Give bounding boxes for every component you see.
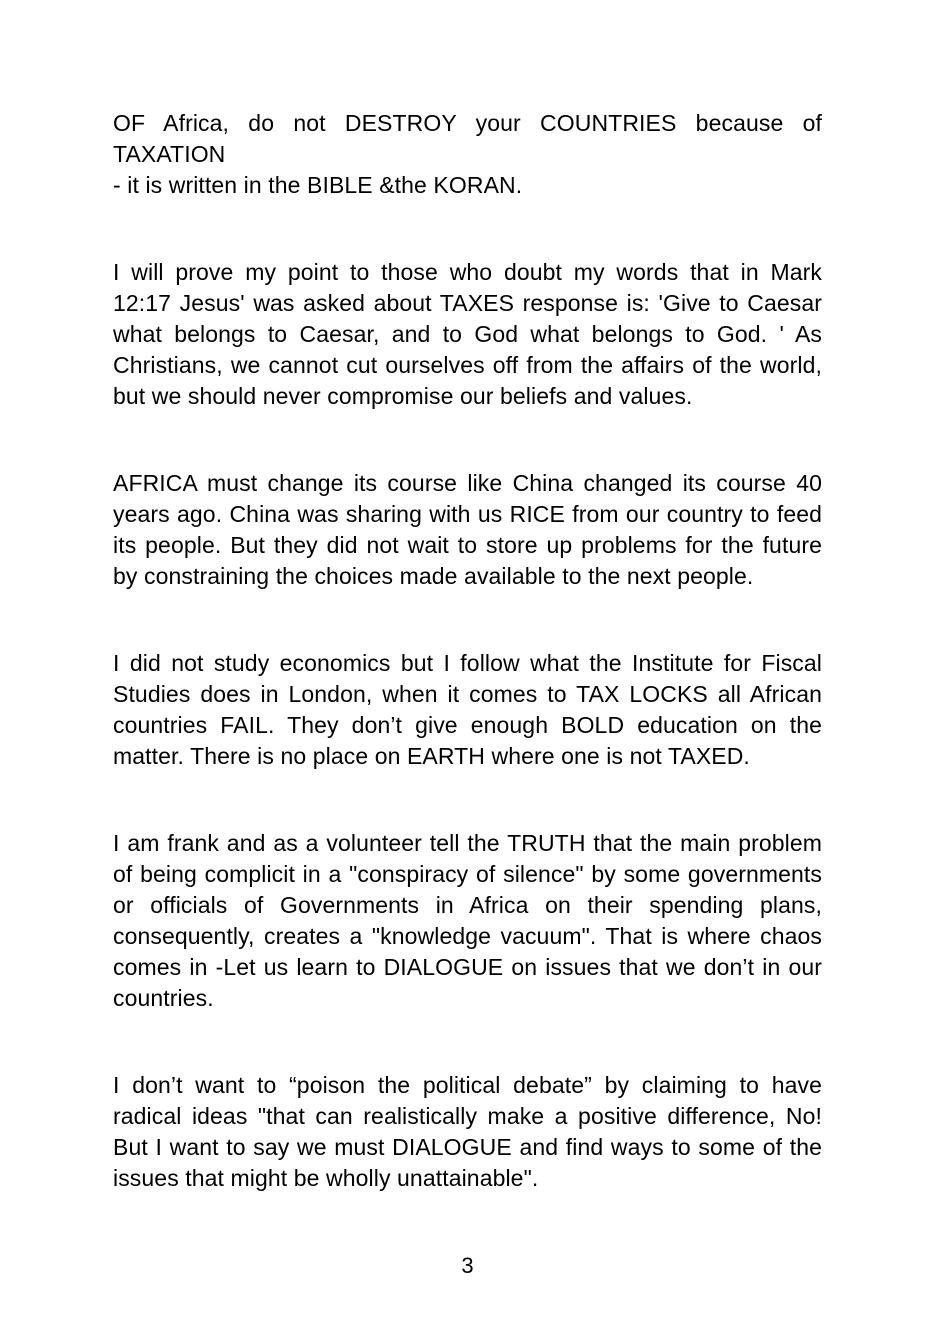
paragraph-line: AFRICA must change its course like China changed its course 40 — [113, 470, 822, 496]
paragraph-line: what belongs to Caesar, and to God what belongs to God. ' As — [113, 321, 822, 347]
paragraph-line: I did not study economics but I follow what the Institute for Fiscal — [113, 650, 822, 676]
paragraph-line: but we should never compromise our beliefs and values. — [113, 383, 693, 409]
paragraph-line: radical ideas "that can realistically make a positive difference, No! — [113, 1103, 822, 1129]
paragraph-line: Studies does in London, when it comes to TAX LOCKS all African — [113, 681, 822, 707]
document-body — [113, 108, 822, 1194]
paragraph-line: years ago. China was sharing with us RICE from our country to feed — [113, 501, 822, 527]
paragraph-line: I will prove my point to those who doubt my words that in Mark — [113, 259, 822, 285]
paragraph-line: OF Africa, do not DESTROY your COUNTRIES because of TAXATION — [113, 110, 822, 167]
page-number: 3 — [461, 1253, 474, 1278]
paragraph-line: 12:17 Jesus' was asked about TAXES response is: 'Give to Caesar — [113, 290, 822, 316]
paragraph-line: I am frank and as a volunteer tell the TRUTH that the main problem — [113, 830, 822, 856]
paragraph-line: or officials of Governments in Africa on their spending plans, — [113, 892, 822, 918]
paragraph — [113, 648, 822, 772]
paragraph — [113, 828, 822, 1014]
paragraph-line: I don’t want to “poison the political debate” by claiming to have — [113, 1072, 822, 1098]
paragraph-line: countries FAIL. They don’t give enough BOLD education on the — [113, 712, 822, 738]
paragraph-line: consequently, creates a "knowledge vacuum". That is where chaos — [113, 923, 822, 949]
paragraph-line: - it is written in the BIBLE &the KORAN. — [113, 172, 523, 198]
page-footer — [113, 1250, 822, 1281]
paragraph-line: comes in -Let us learn to DIALOGUE on issues that we don’t in our — [113, 954, 822, 980]
paragraph-line: its people. But they did not wait to store up problems for the future — [113, 532, 822, 558]
paragraph-line: Christians, we cannot cut ourselves off from the affairs of the world, — [113, 352, 822, 378]
paragraph-line: by constraining the choices made available to the next people. — [113, 563, 754, 589]
paragraph — [113, 257, 822, 412]
paragraph — [113, 108, 822, 201]
paragraph — [113, 1070, 822, 1194]
paragraph-line: matter. There is no place on EARTH where one is not TAXED. — [113, 743, 750, 769]
paragraph-line: issues that might be wholly unattainable". — [113, 1165, 539, 1191]
paragraph-line: But I want to say we must DIALOGUE and find ways to some of the — [113, 1134, 822, 1160]
paragraph-line: of being complicit in a "conspiracy of silence" by some governments — [113, 861, 822, 887]
paragraph — [113, 468, 822, 592]
paragraph-line: countries. — [113, 985, 214, 1011]
